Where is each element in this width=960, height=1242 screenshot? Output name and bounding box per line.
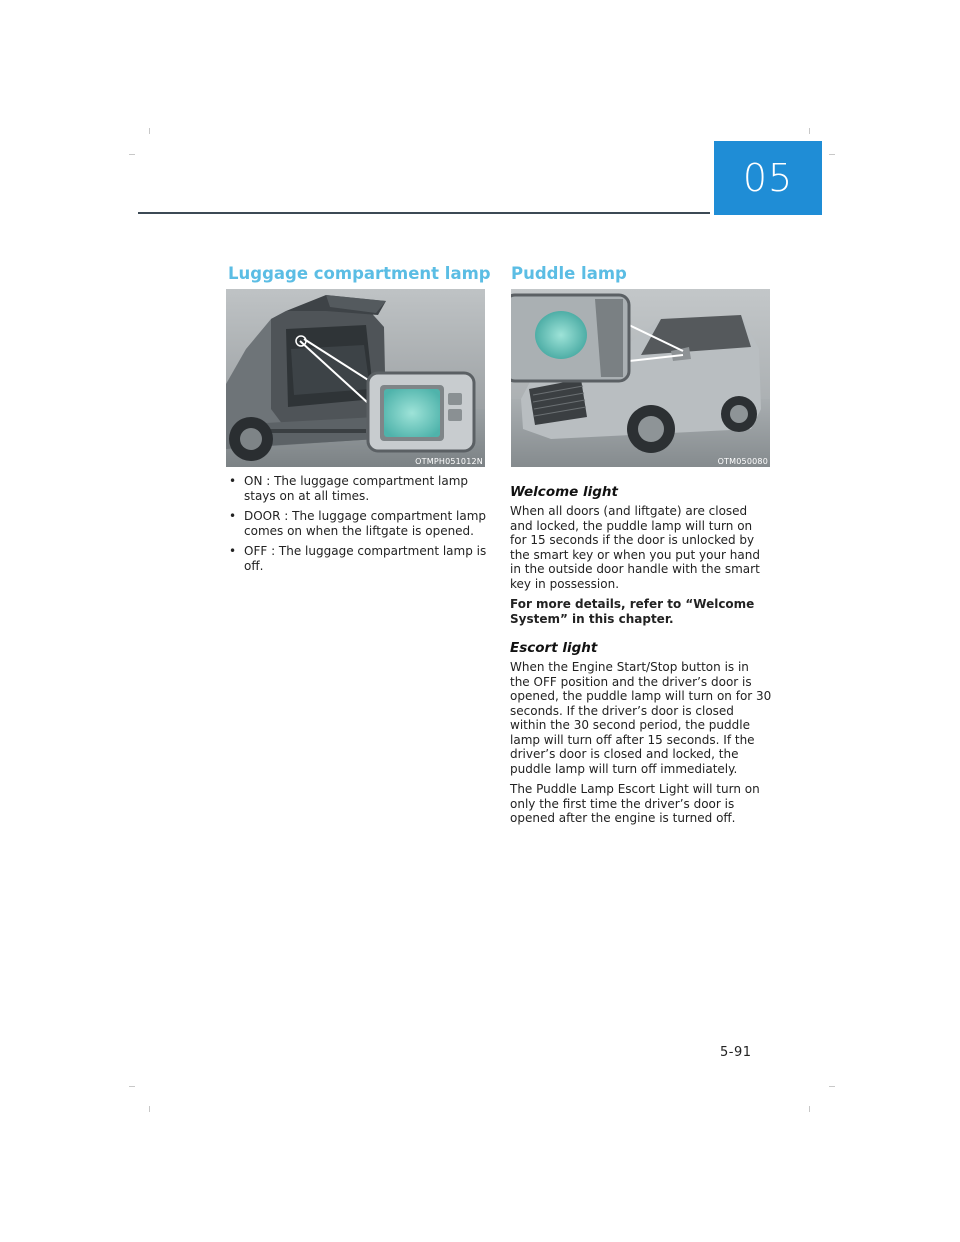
puddle-lamp-illustration xyxy=(511,289,770,467)
option-off-text: OFF : The luggage compartment lamp is off. xyxy=(244,544,487,573)
crop-mark xyxy=(149,1106,150,1112)
list-item xyxy=(226,544,488,573)
option-on-text: ON : The luggage compartment lamp stays on at all times. xyxy=(244,474,468,503)
list-item xyxy=(226,509,488,538)
luggage-lamp-figure xyxy=(226,289,485,467)
section-title-puddle-lamp: Puddle lamp xyxy=(511,264,627,283)
bullet-icon: • xyxy=(229,474,237,488)
crop-mark xyxy=(129,154,135,155)
escort-light-heading: Escort light xyxy=(510,640,598,656)
welcome-light-note: For more details, refer to “Welcome System” in this chapter. xyxy=(510,597,755,626)
page-number: 5-91 xyxy=(720,1045,752,1060)
crop-mark xyxy=(129,1086,135,1087)
figure-code-luggage: OTMPH051012N xyxy=(415,457,483,466)
crop-mark xyxy=(149,128,150,134)
luggage-lamp-illustration xyxy=(226,289,485,467)
chapter-number: 05 xyxy=(742,156,794,200)
escort-light-body: When the Engine Start/Stop button is in the OFF position and the driver’s door is opened, the puddle lamp will turn on for 30 seconds. If the driver’s door is closed within the 30 second period, the puddle lamp will turn off after 15 seconds. If the driver’s door is closed and locked, the puddle lamp will turn off immediately. xyxy=(510,660,772,776)
bullet-icon: • xyxy=(229,544,237,558)
option-door-text: DOOR : The luggage compartment lamp comes on when the liftgate is opened. xyxy=(244,509,487,538)
escort-light-body-2: The Puddle Lamp Escort Light will turn on only the first time the driver’s door is opened after the engine is turned off. xyxy=(510,782,760,825)
crop-mark xyxy=(829,154,835,155)
luggage-lamp-options xyxy=(226,474,488,579)
welcome-light-heading: Welcome light xyxy=(510,484,618,500)
welcome-light-body: When all doors (and liftgate) are closed and locked, the puddle lamp will turn on for 15 seconds if the door is unlocked by the smart key or when you put your hand in the outside door handle with the smart key in possession. xyxy=(510,504,760,591)
bullet-icon: • xyxy=(229,509,237,523)
crop-mark xyxy=(829,1086,835,1087)
header-rule xyxy=(138,212,710,214)
puddle-lamp-text xyxy=(510,484,772,832)
list-item xyxy=(226,474,488,503)
crop-mark xyxy=(809,1106,810,1112)
puddle-lamp-figure xyxy=(511,289,770,467)
section-title-luggage-lamp: Luggage compartment lamp xyxy=(228,264,491,283)
crop-mark xyxy=(809,128,810,134)
chapter-tab xyxy=(714,141,822,215)
figure-code-puddle: OTM050080 xyxy=(717,457,768,466)
